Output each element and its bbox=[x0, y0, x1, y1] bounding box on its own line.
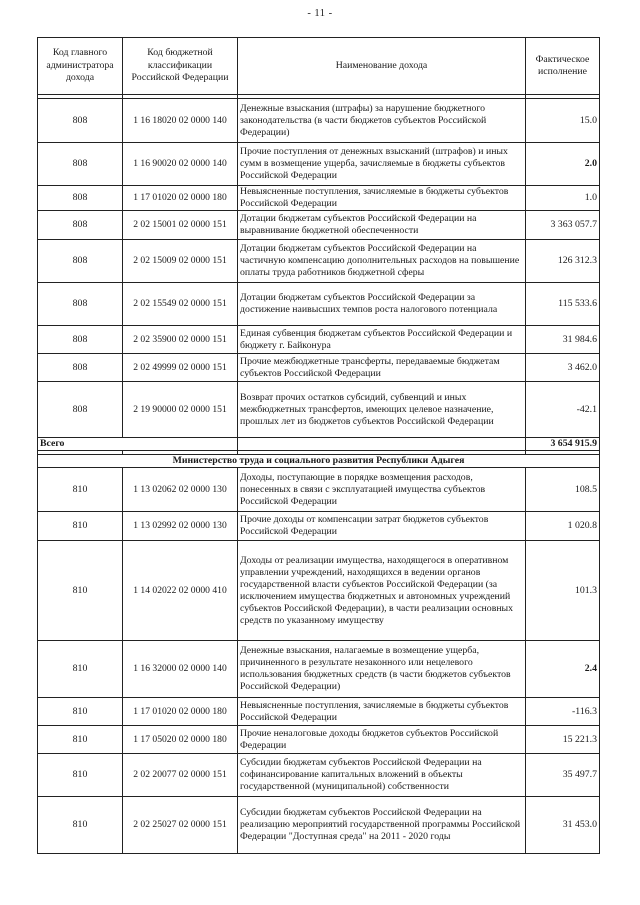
rows-808-group bbox=[38, 99, 600, 438]
table-row bbox=[38, 698, 600, 726]
amount-cell: 115 533.6 bbox=[526, 283, 600, 326]
income-name-cell: Доходы от реализации имущества, находящегося в оперативном управлении учреждений, находящихся в ведении органов государственной власти субъектов Российской Федерации (за исключением имущества бюджетных и автономных учреждений субъектов Российской Федерации), в части реализации основных средств по указанному имуществу bbox=[238, 541, 526, 641]
budget-code-cell: 1 13 02062 02 0000 130 bbox=[123, 468, 238, 512]
table-row bbox=[38, 541, 600, 641]
budget-code-cell: 1 16 18020 02 0000 140 bbox=[123, 99, 238, 143]
admin-code-cell: 808 bbox=[38, 354, 123, 382]
table-row bbox=[38, 240, 600, 283]
amount-cell: 108.5 bbox=[526, 468, 600, 512]
amount-cell: 126 312.3 bbox=[526, 240, 600, 283]
budget-code-cell: 2 02 15009 02 0000 151 bbox=[123, 240, 238, 283]
income-name-cell: Прочие доходы от компенсации затрат бюджетов субъектов Российской Федерации bbox=[238, 512, 526, 541]
amount-cell: 31 453.0 bbox=[526, 797, 600, 854]
table-row bbox=[38, 99, 600, 143]
section-title: Министерство труда и социального развития Республики Адыгея bbox=[38, 455, 600, 468]
income-name-cell: Прочие межбюджетные трансферты, передаваемые бюджетам субъектов Российской Федерации bbox=[238, 354, 526, 382]
table-row bbox=[38, 382, 600, 438]
amount-cell: 31 984.6 bbox=[526, 326, 600, 354]
budget-code-cell: 2 02 15549 02 0000 151 bbox=[123, 283, 238, 326]
income-name-cell: Прочие неналоговые доходы бюджетов субъектов Российской Федерации bbox=[238, 726, 526, 754]
admin-code-cell: 810 bbox=[38, 468, 123, 512]
table-header-row bbox=[38, 38, 600, 95]
admin-code-cell: 808 bbox=[38, 326, 123, 354]
amount-cell: 35 497.7 bbox=[526, 754, 600, 797]
admin-code-cell: 808 bbox=[38, 283, 123, 326]
admin-code-cell: 810 bbox=[38, 797, 123, 854]
budget-code-cell: 1 14 02022 02 0000 410 bbox=[123, 541, 238, 641]
table-row bbox=[38, 754, 600, 797]
header-income-name: Наименование дохода bbox=[238, 38, 526, 95]
table-row bbox=[38, 354, 600, 382]
amount-cell: -42.1 bbox=[526, 382, 600, 438]
income-name-cell: Возврат прочих остатков субсидий, субвенций и иных межбюджетных трансфертов, имеющих целевое назначение, прошлых лет из бюджетов субъектов Российской Федерации bbox=[238, 382, 526, 438]
header-admin-code: Код главного администратора дохода bbox=[38, 38, 123, 95]
admin-code-cell: 808 bbox=[38, 99, 123, 143]
income-name-cell: Дотации бюджетам субъектов Российской Федерации на частичную компенсацию дополнительных расходов на повышение оплаты труда работников бюджетной сферы bbox=[238, 240, 526, 283]
revenue-table bbox=[37, 37, 600, 854]
income-name-cell: Единая субвенция бюджетам субъектов Российской Федерации и бюджету г. Байконура bbox=[238, 326, 526, 354]
budget-code-cell: 2 02 35900 02 0000 151 bbox=[123, 326, 238, 354]
rows-810-group bbox=[38, 468, 600, 854]
admin-code-cell: 808 bbox=[38, 211, 123, 240]
table-row bbox=[38, 468, 600, 512]
income-name-cell: Дотации бюджетам субъектов Российской Федерации за достижение наивысших темпов роста налогового потенциала bbox=[238, 283, 526, 326]
admin-code-cell: 810 bbox=[38, 541, 123, 641]
section-title-row bbox=[38, 455, 600, 468]
amount-cell: 15.0 bbox=[526, 99, 600, 143]
amount-cell: 101.3 bbox=[526, 541, 600, 641]
admin-code-cell: 808 bbox=[38, 143, 123, 186]
total-empty-cell bbox=[238, 438, 526, 451]
income-name-cell: Денежные взыскания (штрафы) за нарушение бюджетного законодательства (в части бюджетов субъектов Российской Федерации) bbox=[238, 99, 526, 143]
admin-code-cell: 810 bbox=[38, 512, 123, 541]
income-name-cell: Невыясненные поступления, зачисляемые в бюджеты субъектов Российской Федерации bbox=[238, 698, 526, 726]
table-row bbox=[38, 143, 600, 186]
table-row bbox=[38, 186, 600, 211]
budget-code-cell: 1 16 32000 02 0000 140 bbox=[123, 641, 238, 698]
budget-code-cell: 1 16 90020 02 0000 140 bbox=[123, 143, 238, 186]
amount-cell: 2.4 bbox=[526, 641, 600, 698]
admin-code-cell: 808 bbox=[38, 382, 123, 438]
budget-code-cell: 2 02 49999 02 0000 151 bbox=[123, 354, 238, 382]
income-name-cell: Субсидии бюджетам субъектов Российской Федерации на реализацию мероприятий государственной программы Российской Федерации "Доступная среда" на 2011 - 2020 годы bbox=[238, 797, 526, 854]
amount-cell: -116.3 bbox=[526, 698, 600, 726]
budget-code-cell: 2 02 15001 02 0000 151 bbox=[123, 211, 238, 240]
admin-code-cell: 810 bbox=[38, 698, 123, 726]
admin-code-cell: 808 bbox=[38, 186, 123, 211]
amount-cell: 1.0 bbox=[526, 186, 600, 211]
table-row bbox=[38, 797, 600, 854]
income-name-cell: Субсидии бюджетам субъектов Российской Федерации на софинансирование капитальных вложений в объекты государственной (муниципальной) собственности bbox=[238, 754, 526, 797]
income-name-cell: Доходы, поступающие в порядке возмещения расходов, понесенных в связи с эксплуатацией имущества субъектов Российской Федерации bbox=[238, 468, 526, 512]
amount-cell: 3 462.0 bbox=[526, 354, 600, 382]
admin-code-cell: 810 bbox=[38, 641, 123, 698]
income-name-cell: Невыясненные поступления, зачисляемые в бюджеты субъектов Российской Федерации bbox=[238, 186, 526, 211]
page-number: - 11 - bbox=[307, 8, 333, 19]
amount-cell: 3 363 057.7 bbox=[526, 211, 600, 240]
budget-code-cell: 1 13 02992 02 0000 130 bbox=[123, 512, 238, 541]
income-name-cell: Прочие поступления от денежных взысканий (штрафов) и иных сумм в возмещение ущерба, зачисляемые в бюджеты субъектов Российской Федерации bbox=[238, 143, 526, 186]
budget-code-cell: 2 19 90000 02 0000 151 bbox=[123, 382, 238, 438]
admin-code-cell: 810 bbox=[38, 754, 123, 797]
total-label: Всего bbox=[38, 438, 238, 451]
table-row bbox=[38, 641, 600, 698]
table-row bbox=[38, 512, 600, 541]
header-actual-execution: Фактическое исполнение bbox=[526, 38, 600, 95]
amount-cell: 15 221.3 bbox=[526, 726, 600, 754]
total-row bbox=[38, 438, 600, 451]
admin-code-cell: 810 bbox=[38, 726, 123, 754]
budget-code-cell: 2 02 25027 02 0000 151 bbox=[123, 797, 238, 854]
income-name-cell: Дотации бюджетам субъектов Российской Федерации на выравнивание бюджетной обеспеченности bbox=[238, 211, 526, 240]
admin-code-cell: 808 bbox=[38, 240, 123, 283]
budget-code-cell: 1 17 05020 02 0000 180 bbox=[123, 726, 238, 754]
amount-cell: 1 020.8 bbox=[526, 512, 600, 541]
budget-code-cell: 1 17 01020 02 0000 180 bbox=[123, 186, 238, 211]
table-row bbox=[38, 211, 600, 240]
total-amount: 3 654 915.9 bbox=[526, 438, 600, 451]
income-name-cell: Денежные взыскания, налагаемые в возмещение ущерба, причиненного в результате незаконного или нецелевого использования бюджетных средств (в части бюджетов субъектов Российской Федерации) bbox=[238, 641, 526, 698]
table-row bbox=[38, 283, 600, 326]
amount-cell: 2.0 bbox=[526, 143, 600, 186]
table-row bbox=[38, 326, 600, 354]
budget-code-cell: 1 17 01020 02 0000 180 bbox=[123, 698, 238, 726]
header-budget-code: Код бюджетной классификации Российской Федерации bbox=[123, 38, 238, 95]
budget-code-cell: 2 02 20077 02 0000 151 bbox=[123, 754, 238, 797]
table-row bbox=[38, 726, 600, 754]
